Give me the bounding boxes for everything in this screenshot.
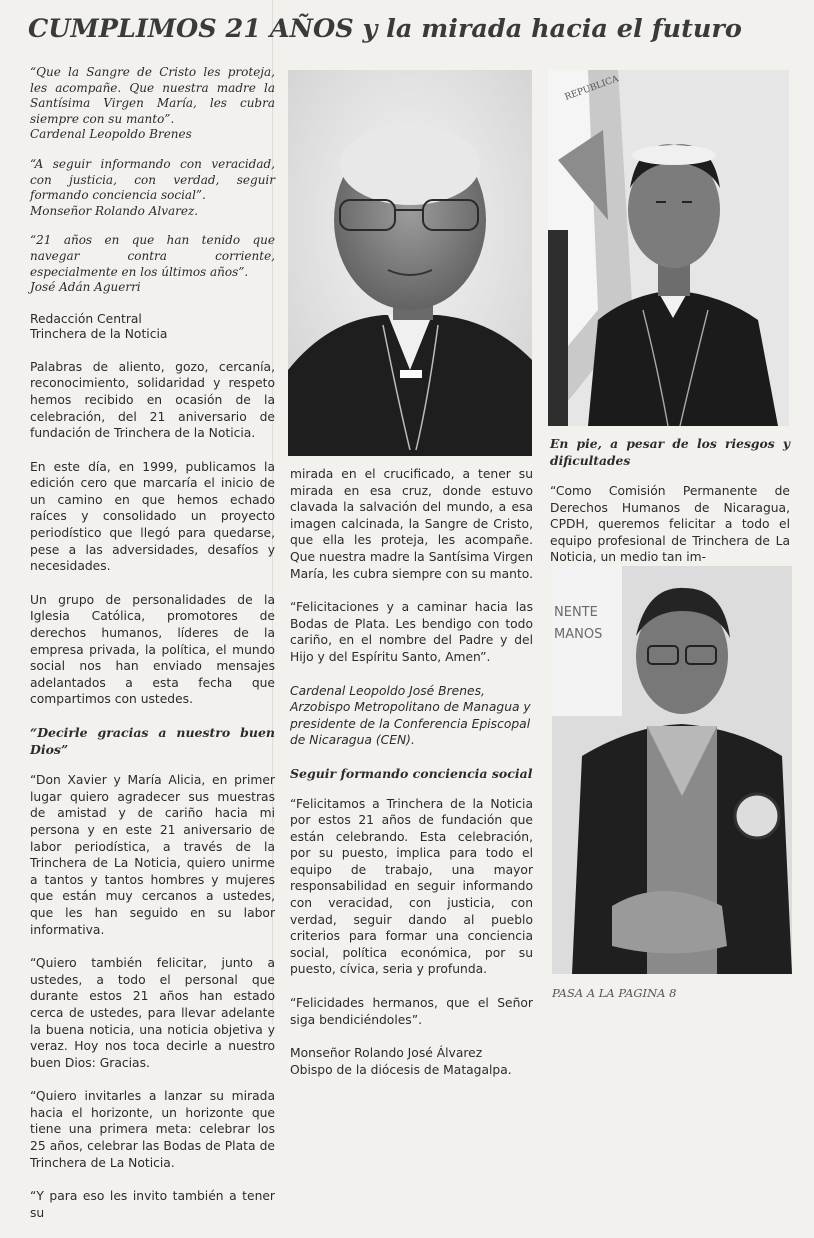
paragraph: “Quiero también felicitar, junto a ustedes, a todo el personal que durante estos 21 años han estado cerca de ustedes, para llevar adelante la buena noticia, una noticia objetiva y veraz. Hoy nos toca decirle a nuestro buen Dios: Gracias. — [30, 956, 275, 1070]
photo-cpdh-representative — [552, 566, 792, 974]
column-2 — [290, 466, 533, 1078]
portrait-image — [552, 566, 792, 974]
photo-cardenal-brenes — [288, 70, 532, 456]
quote-alvarez — [30, 157, 275, 219]
quote-text: “21 años en que han tenido que navegar contra corriente, especialmente en los últimos años”. — [30, 233, 275, 279]
quote-aguerri — [30, 233, 275, 295]
paragraph: “Felicidades hermanos, que el Señor siga bendiciéndoles”. — [290, 996, 533, 1027]
continued-on-page-8: PASA A LA PAGINA 8 — [552, 986, 677, 1000]
column-3 — [550, 435, 790, 583]
quote-author: Cardenal Leopoldo Brenes — [30, 127, 192, 142]
paragraph: “Felicitaciones y a caminar hacia las Bodas de Plata. Les bendigo con todo cariño, en el nombre del Padre y del Hijo y del Espíritu Santo, Amen”. — [290, 600, 533, 664]
paragraph: “Quiero invitarles a lanzar su mirada hacia el horizonte, un horizonte que tiene una primera meta: celebrar los 25 años, celebrar las Bodas de Plata de Trinchera de La Noticia. — [30, 1089, 275, 1170]
subhead-conciencia-social: Seguir formando conciencia social — [290, 765, 533, 781]
banner-text-line2: MANOS — [554, 627, 603, 642]
paragraph: Un grupo de personalidades de la Iglesia Católica, promotores de derechos humanos, líderes de la empresa privada, la política, el mundo social nos han enviado mensajes adelantados a esta fecha que compartimos con ustedes. — [30, 592, 275, 707]
byline-line1: Redacción Central — [30, 311, 142, 326]
photo-monsenor-alvarez — [548, 70, 789, 426]
column-1 — [30, 65, 275, 1238]
flag-text: REPUBLICA — [563, 74, 621, 103]
portrait-image — [288, 70, 532, 456]
banner-text-line1: NENTE — [554, 605, 598, 620]
paragraph: “Y para eso les invito también a tener su — [30, 1189, 275, 1220]
paragraph: mirada en el crucificado, a tener su mirada en esa cruz, donde estuvo clavada la salvación del mundo, a esa imagen calcinada, la Sangre de Cristo, que ella les proteja, les acompañe. Que nuestra madre la Santísima Virgen María, les cubra siempre con su manto. — [290, 467, 534, 581]
portrait-image — [548, 70, 789, 426]
quote-author: José Adán Aguerri — [30, 280, 141, 295]
signature-brenes: Cardenal Leopoldo José Brenes, Arzobispo Metropolitano de Managua y presidente de la Conferencia Episcopal de Nicaragua (CEN). — [290, 683, 531, 748]
signature-alvarez — [290, 1045, 533, 1078]
signature-name: Monseñor Rolando José Álvarez — [290, 1046, 483, 1061]
paragraph: “Felicitamos a Trinchera de la Noticia por estos 21 años de fundación que están celebrando. Esta celebración, por su puesto, implica para todo el equipo de trabajo, una mayor responsabilidad en seguir informando con veracidad, con justicia, con verdad, seguir dando al pueblo criterios para formar una conciencia social, política económica, por su puesto, cívica, seria y profunda. — [290, 796, 533, 977]
quote-author: Monseñor Rolando Alvarez. — [30, 203, 199, 218]
paragraph: Palabras de aliento, gozo, cercanía, reconocimiento, solidaridad y respeto hemos recibido en ocasión de la celebración, del 21 aniversario de fundación de Trinchera de la Noticia. — [30, 359, 275, 441]
byline — [30, 312, 275, 342]
byline-line2: Trinchera de la Noticia — [30, 326, 168, 341]
quote-text: “A seguir informando con veracidad, con justicia, con verdad, seguir formando conciencia social”. — [30, 156, 275, 203]
paragraph: “Como Comisión Permanente de Derechos Humanos de Nicaragua, CPDH, queremos felicitar a todo el equipo profesional de Trinchera de La Noticia, un medio tan im- — [550, 484, 790, 565]
paragraph: “Don Xavier y María Alicia, en primer lugar quiero agradecer sus muestras de amistad y de cariño hacia mi persona y en este 21 aniversario de labor periodística, a través de la Trinchera de La Noticia, quiero unirme a tantos y tantos hombres y mujeres que están muy cercanos a ustedes, que les han seguido en su labor informativa. — [30, 773, 275, 937]
signature-title: Obispo de la diócesis de Matagalpa. — [290, 1062, 512, 1077]
paragraph: En este día, en 1999, publicamos la edición cero que marcaría el inicio de un camino en que hemos echado raíces y consolidado un proyecto periodístico que llegó para quedarse, pese a las adversidades, desafíos y necesidades. — [30, 459, 275, 574]
headline: CUMPLIMOS 21 AÑOS y la mirada hacia el futuro — [28, 14, 742, 44]
photo-caption: En pie, a pesar de los riesgos y dificultades — [550, 436, 790, 468]
quote-text: “Que la Sangre de Cristo les proteja, les acompañe. Que nuestra madre la Santísima Virgen María, les cubra siempre con su manto”. — [30, 65, 275, 126]
quote-brenes — [30, 65, 275, 143]
subhead-decirle-gracias: “Decirle gracias a nuestro buen Dios” — [30, 725, 275, 757]
